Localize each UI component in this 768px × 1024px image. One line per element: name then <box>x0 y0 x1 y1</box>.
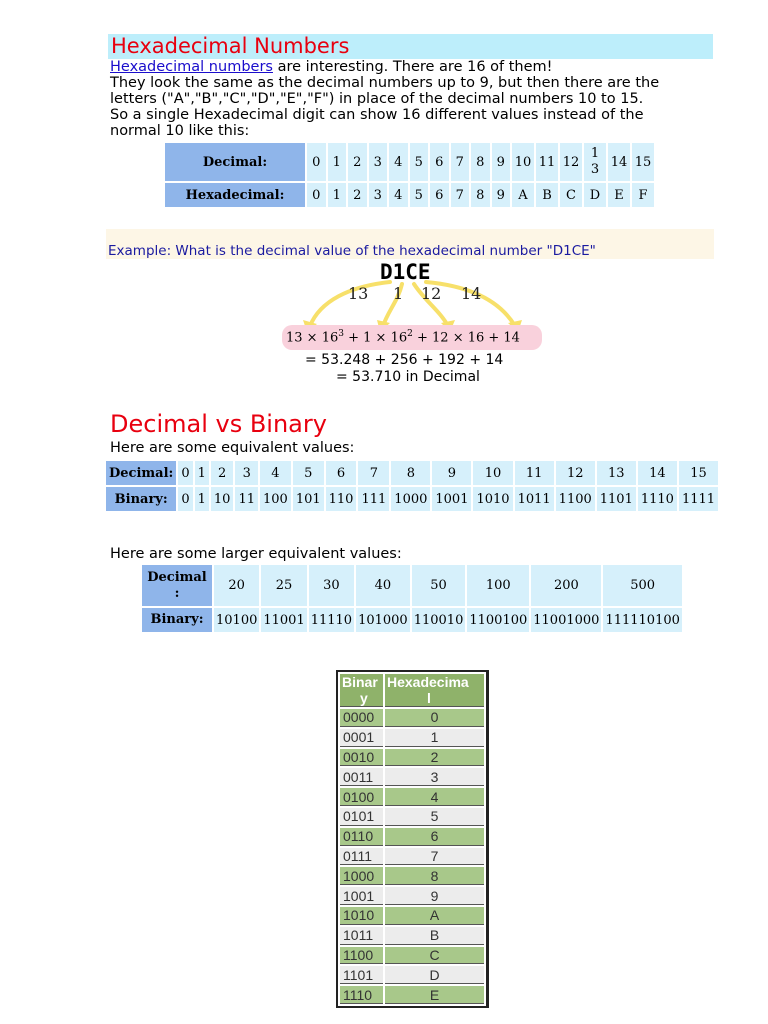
decimal-cell: 5 <box>293 461 324 485</box>
hex-cell: 5 <box>385 808 484 826</box>
hex-cell: 1 <box>385 729 484 747</box>
binary-cell: 11001000 <box>531 608 601 632</box>
digit-value-1: 1 <box>393 284 404 303</box>
decimal-cell: 3 <box>235 461 258 485</box>
hex-cell: C <box>560 183 582 207</box>
decimal-cell: 500 <box>603 565 681 606</box>
decimal-cell: 200 <box>531 565 601 606</box>
binary-cell: 1100 <box>556 487 595 511</box>
hex-cell: 4 <box>385 788 484 806</box>
hex-cell: F <box>632 183 654 207</box>
binary-cell: 1100 <box>340 947 383 965</box>
binary-cell: 11 <box>235 487 258 511</box>
table-row <box>340 749 484 767</box>
decimal-cell: 0 <box>307 143 326 181</box>
decimal-cell: 8 <box>391 461 430 485</box>
hex-cell: 7 <box>451 183 470 207</box>
decimal-row-header: Decimal : <box>142 565 212 606</box>
decimal-cell: 11 <box>515 461 554 485</box>
example-hex-number: D1CE <box>380 260 431 284</box>
hex-cell: 6 <box>430 183 449 207</box>
decimal-cell: 8 <box>471 143 490 181</box>
table-row <box>340 729 484 747</box>
hex-cell: 8 <box>471 183 490 207</box>
digit-value-13: 13 <box>348 284 369 303</box>
hex-cell: 9 <box>492 183 511 207</box>
binary-cell: 110010 <box>412 608 466 632</box>
hex-cell: 3 <box>369 183 388 207</box>
decimal-cell: 12 <box>560 143 582 181</box>
decimal-cell: 13 <box>597 461 636 485</box>
intro-line1-rest: are interesting. There are 16 of them! <box>272 59 553 75</box>
binary-cell: 0000 <box>340 709 383 727</box>
decimal-binary-table <box>104 459 720 513</box>
decimal-cell: 7 <box>358 461 389 485</box>
intro-line5: normal 10 like this: <box>110 123 250 139</box>
binary-cell: 1001 <box>432 487 471 511</box>
binary-cell: 0111 <box>340 848 383 866</box>
title-banner <box>108 34 713 59</box>
binary-cell: 101 <box>293 487 324 511</box>
table-row <box>340 907 484 925</box>
decimal-cell: 14 <box>608 143 630 181</box>
binary-cell: 1000 <box>340 867 383 885</box>
binary-cell: 1010 <box>340 907 383 925</box>
decimal-cell: 10 <box>473 461 512 485</box>
decimal-cell: 10 <box>512 143 534 181</box>
decimal-cell: 2 <box>211 461 234 485</box>
digit-value-12: 12 <box>421 284 442 303</box>
hex-cell: D <box>385 966 484 984</box>
hexadecimal-numbers-link[interactable]: Hexadecimal numbers <box>110 59 273 75</box>
expansion-formula: $13 \times 16^3 + 1 \times 16^2 + 12 \times 16 + 14$ <box>286 329 520 346</box>
intro-line4: So a single Hexadecimal digit can show 16 different values instead of the <box>110 107 644 123</box>
hex-cell: B <box>385 927 484 945</box>
decimal-cell: 25 <box>261 565 306 606</box>
binary-row-header: Binary: <box>106 487 176 511</box>
binary-cell: 1001 <box>340 887 383 905</box>
decimal-row-header: Decimal: <box>106 461 176 485</box>
page-title: Hexadecimal Numbers <box>111 34 350 58</box>
calculation-sum: = 53.248 + 256 + 192 + 14 <box>305 352 504 368</box>
binary-cell: 110 <box>326 487 357 511</box>
binary-cell: 1010 <box>473 487 512 511</box>
decimal-cell: 11 <box>536 143 558 181</box>
decimal-cell: 1 <box>195 461 209 485</box>
decimal-hex-table <box>163 141 656 209</box>
hex-cell: 0 <box>307 183 326 207</box>
decimal-cell: 7 <box>451 143 470 181</box>
table-row <box>340 867 484 885</box>
binary-hex-table <box>336 670 489 1008</box>
decimal-cell: 2 <box>348 143 367 181</box>
decimal-cell: 4 <box>389 143 408 181</box>
hex-column-header: Hexadecima l <box>385 674 484 707</box>
binary-cell: 0 <box>178 487 192 511</box>
hex-cell: 2 <box>348 183 367 207</box>
intro-line3: letters ("A","B","C","D","E","F") in place of the decimal numbers 10 to 15. <box>110 91 644 107</box>
hex-cell: 9 <box>385 887 484 905</box>
hex-cell: 5 <box>410 183 429 207</box>
binary-cell: 1110 <box>638 487 677 511</box>
decimal-cell: 9 <box>492 143 511 181</box>
example-box <box>106 229 714 259</box>
decimal-cell: 15 <box>632 143 654 181</box>
hex-cell: A <box>385 907 484 925</box>
decimal-cell: 6 <box>326 461 357 485</box>
intro-paragraph <box>110 59 710 139</box>
table-row <box>340 808 484 826</box>
binary-cell: 1011 <box>340 927 383 945</box>
binary-cell: 1110 <box>340 986 383 1004</box>
binary-cell: 0001 <box>340 729 383 747</box>
hex-cell: A <box>512 183 534 207</box>
hex-cell: 7 <box>385 848 484 866</box>
table-row <box>340 768 484 786</box>
binary-cell: 11110 <box>309 608 354 632</box>
decimal-row-header: Decimal: <box>165 143 305 181</box>
decimal-cell: 12 <box>556 461 595 485</box>
decimal-cell: 0 <box>178 461 192 485</box>
binary-cell: 1 <box>195 487 209 511</box>
calculation-result: = 53.710 in Decimal <box>336 369 480 385</box>
hex-cell: B <box>536 183 558 207</box>
table-row <box>340 828 484 846</box>
decimal-cell: 9 <box>432 461 471 485</box>
decimal-vs-binary-heading: Decimal vs Binary <box>110 410 327 438</box>
binary-column-header: Binar y <box>340 674 383 707</box>
binary-cell: 0110 <box>340 828 383 846</box>
decimal-cell: 30 <box>309 565 354 606</box>
binary-cell: 0010 <box>340 749 383 767</box>
decimal-cell: 1 <box>328 143 347 181</box>
larger-decimal-binary-table <box>140 563 684 634</box>
decimal-cell: 3 <box>369 143 388 181</box>
binary-cell: 1101 <box>340 966 383 984</box>
decimal-cell: 100 <box>467 565 529 606</box>
decimal-cell: 15 <box>679 461 718 485</box>
decimal-cell: 50 <box>412 565 466 606</box>
binary-cell: 10100 <box>214 608 259 632</box>
binary-cell: 1011 <box>515 487 554 511</box>
table-row <box>340 887 484 905</box>
table-row <box>340 927 484 945</box>
digit-value-14: 14 <box>461 284 482 303</box>
table-row <box>340 709 484 727</box>
hex-cell: C <box>385 947 484 965</box>
decimal-cell: 1 3 <box>584 143 606 181</box>
table-row <box>340 986 484 1004</box>
table-row <box>340 788 484 806</box>
decimal-cell: 20 <box>214 565 259 606</box>
decimal-cell: 4 <box>260 461 291 485</box>
decimal-cell: 40 <box>356 565 410 606</box>
hex-cell: E <box>608 183 630 207</box>
hex-cell: 2 <box>385 749 484 767</box>
binary-cell: 10 <box>211 487 234 511</box>
binary-cell: 1111 <box>679 487 718 511</box>
hex-cell: 3 <box>385 768 484 786</box>
hex-cell: 0 <box>385 709 484 727</box>
table-row <box>340 947 484 965</box>
binary-cell: 111110100 <box>603 608 681 632</box>
binary-cell: 101000 <box>356 608 410 632</box>
intro-line2: They look the same as the decimal numbers up to 9, but then there are the <box>110 75 660 91</box>
binary-cell: 0100 <box>340 788 383 806</box>
binary-cell: 100 <box>260 487 291 511</box>
hex-cell: 1 <box>328 183 347 207</box>
larger-values-text: Here are some larger equivalent values: <box>110 546 402 562</box>
table-row <box>340 966 484 984</box>
binary-cell: 1100100 <box>467 608 529 632</box>
binary-row-header: Binary: <box>142 608 212 632</box>
decimal-cell: 14 <box>638 461 677 485</box>
hex-cell: D <box>584 183 606 207</box>
hex-cell: 6 <box>385 828 484 846</box>
binary-cell: 1101 <box>597 487 636 511</box>
binary-cell: 111 <box>358 487 389 511</box>
example-question: Example: What is the decimal value of the hexadecimal number "D1CE" <box>108 243 596 259</box>
decimal-cell: 6 <box>430 143 449 181</box>
hex-cell: 8 <box>385 867 484 885</box>
binary-cell: 1000 <box>391 487 430 511</box>
table-row <box>340 848 484 866</box>
decimal-cell: 5 <box>410 143 429 181</box>
hex-cell: E <box>385 986 484 1004</box>
binary-cell: 11001 <box>261 608 306 632</box>
equivalent-values-text: Here are some equivalent values: <box>110 440 355 456</box>
binary-cell: 0011 <box>340 768 383 786</box>
hex-cell: 4 <box>389 183 408 207</box>
hex-row-header: Hexadecimal: <box>165 183 305 207</box>
binary-cell: 0101 <box>340 808 383 826</box>
